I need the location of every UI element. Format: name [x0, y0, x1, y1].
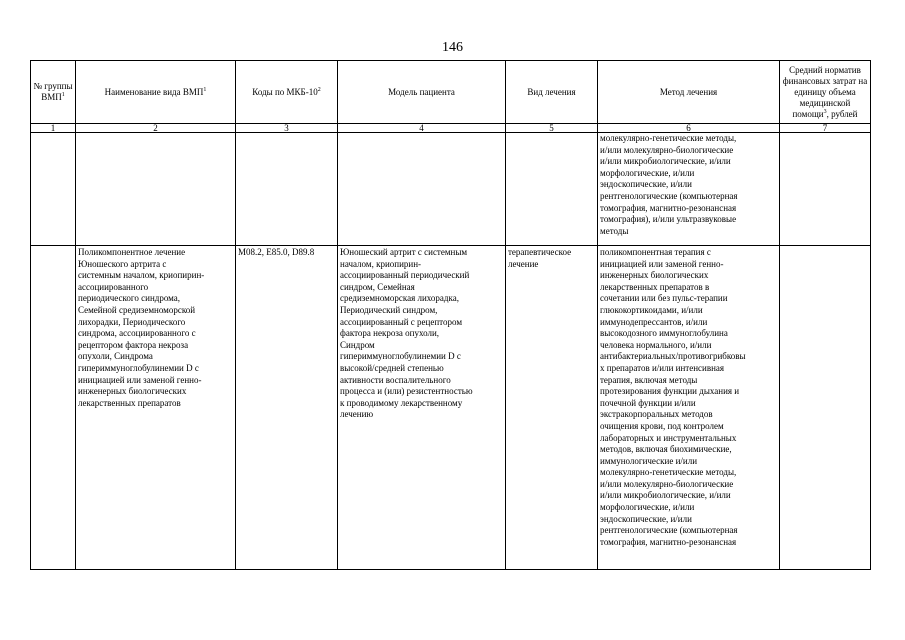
cell-group	[31, 246, 76, 570]
cell-mkb-codes: M08.2, E85.0, D89.8	[236, 246, 338, 570]
cell-cost	[780, 133, 871, 246]
header-treatment-method	[598, 61, 780, 124]
header-vmp-name-sup: 1	[203, 86, 207, 93]
header-treatment-type-text: Вид лечения	[527, 86, 576, 97]
cell-patient-model	[338, 133, 506, 246]
column-number: 6	[598, 124, 780, 133]
cell-mkb-codes	[236, 133, 338, 246]
header-mkb-codes-sup: 2	[317, 86, 321, 93]
column-number: 1	[31, 124, 76, 133]
header-vmp-name-text: Наименование вида ВМП	[104, 86, 204, 97]
table-header-row	[31, 61, 871, 124]
header-treatment-type	[506, 61, 598, 124]
cell-treatment-type	[506, 133, 598, 246]
header-patient-model-text: Модель пациента	[388, 86, 455, 97]
table-row	[31, 133, 871, 246]
cell-treatment-method: молекулярно-генетические методы, и/или молекулярно-биологические и/или микробиологические, и/или морфологические, и/или эндоскопические, и/или рентгенологические (компьютерная томография, магнитно-резонансная томография), и/или ультразвуковые методы	[598, 133, 780, 246]
header-mkb-codes-text: Коды по МКБ-10	[252, 86, 318, 97]
column-number: 4	[338, 124, 506, 133]
cell-treatment-method: поликомпонентная терапия с инициацией или заменой генно- инженерных биологических лекарственных препаратов в сочетании или без пульс-терапии глюкокортикоидами, и/или иммунодепрессантов, и/или высокодозного иммуноглобулина человека нормального, и/или антибактериальных/противогрибковы х препаратов и/или интенсивная терапия, включая методы протезирования функции дыхания и почечной функции и/или экстракорпоральных методов очищения крови, под контролем лабораторных и инструментальных методов, включая биохимические, иммунологические и/или молекулярно-генетические методы, и/или молекулярно-биологические и/или микробиологические, и/или морфологические, и/или эндоскопические, и/или рентгенологические (компьютерная томография, магнитно-резонансная	[598, 246, 780, 570]
cell-patient-model: Юношеский артрит с системным началом, криопирин- ассоциированный периодический синдром, Семейная средиземноморская лихорадка, Периодический синдром, ассоциированный с рецептором фактора некроза опухоли, Синдром гипериммуноглобулинемии D с высокой/средней степенью активности воспалительного процесса и (или) резистентностью к проводимому лекарственному лечению	[338, 246, 506, 570]
header-treatment-method-text: Метод лечения	[659, 86, 718, 97]
page-number: 146	[442, 40, 463, 55]
header-cost-sup: 3	[823, 108, 827, 115]
column-number: 2	[76, 124, 236, 133]
cell-vmp-name	[76, 133, 236, 246]
table-row	[31, 246, 871, 570]
header-patient-model	[338, 61, 506, 124]
header-vmp-name	[76, 61, 236, 124]
header-cost-text-after: , рублей	[826, 108, 858, 119]
header-group-number	[31, 61, 76, 124]
header-group-number-sup: 1	[61, 92, 65, 98]
cell-group	[31, 133, 76, 246]
column-number: 3	[236, 124, 338, 133]
header-cost	[780, 61, 871, 124]
column-number-row	[31, 124, 871, 133]
header-group-number-text: № группы ВМП	[33, 81, 73, 102]
cell-treatment-type: терапевтическое лечение	[506, 246, 598, 570]
column-number: 5	[506, 124, 598, 133]
header-mkb-codes	[236, 61, 338, 124]
vmp-table	[30, 60, 871, 570]
header-cost-text: Средний норматив финансовых затрат на единицу объема медицинской помощи	[782, 64, 868, 119]
column-number: 7	[780, 124, 871, 133]
cell-vmp-name: Поликомпонентное лечение Юношеского артрита с системным началом, криопирин- ассоциированного периодического синдрома, Семейной средиземноморской лихорадки, Периодического синдрома, ассоциированного с рецептором фактора некроза опухоли, Синдрома гипериммуноглобулинемии D с инициацией или заменой генно- инженерных биологических лекарственных препаратов	[76, 246, 236, 570]
cell-cost	[780, 246, 871, 570]
